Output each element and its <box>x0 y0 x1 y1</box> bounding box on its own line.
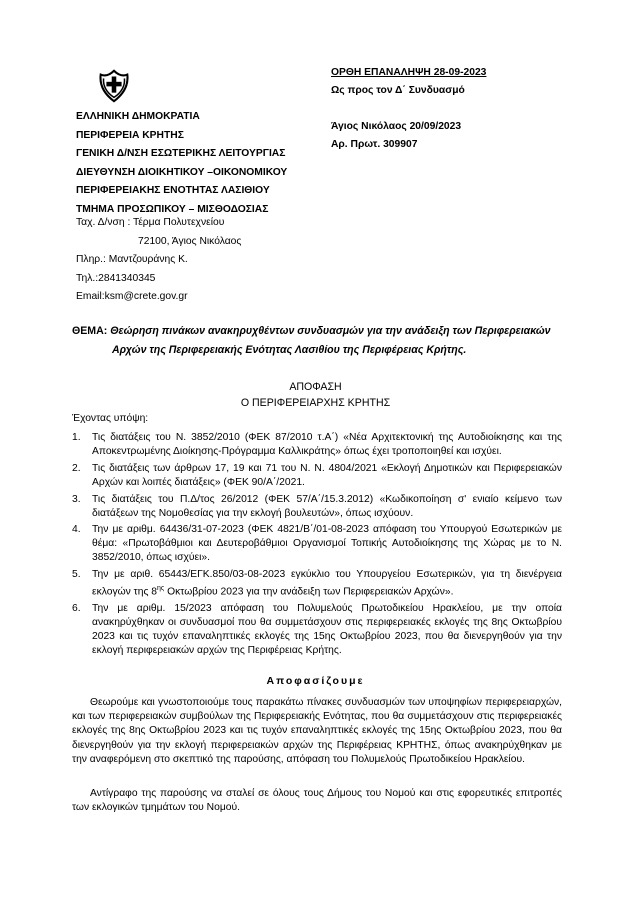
list-number: 4. <box>72 524 81 536</box>
list-number: 3. <box>72 493 81 505</box>
list-text: Την με αριθμ. 64436/31-07-2023 (ΦΕΚ 4821/Β΄/01-08-2023 απόφαση του Υπουργού Εσωτερικών με θέμα: «Πρωτοβάθμιοι και Δευτεροβάθμιοι Οργανισμοί Τοπικής Αυτοδιοίκησης της Χώρας με το Ν. 3852/2010, όπως ισχύει». <box>92 524 562 564</box>
address-line: Ταχ. Δ/νση : Τέρμα Πολυτεχνείου <box>76 217 225 228</box>
place-date: Άγιος Νικόλαος 20/09/2023 <box>331 121 462 132</box>
contact-person: Πληρ.: Μαντζουράνης Κ. <box>76 254 188 265</box>
greek-emblem-icon <box>95 67 133 105</box>
issuer-line: ΕΛΛΗΝΙΚΗ ΔΗΜΟΚΡΑΤΙΑ <box>76 111 200 122</box>
contact-block <box>76 214 241 307</box>
decide-heading: Αποφασίζουμε <box>266 675 365 687</box>
subject-line-2: Αρχών της Περιφερειακής Ενότητας Λασιθίου της Περιφέρειας Κρήτης. <box>112 343 467 356</box>
protocol-number: Αρ. Πρωτ. 309907 <box>331 139 418 150</box>
correction-notice: ΟΡΘΗ ΕΠΑΝΑΛΗΨΗ 28-09-2023 <box>331 67 487 78</box>
issuer-line: ΓΕΝΙΚΗ Δ/ΝΣΗ ΕΣΩΤΕΡΙΚΗΣ ΛΕΙΤΟΥΡΓΙΑΣ <box>76 148 286 160</box>
list-text: Τις διατάξεις του Ν. 3852/2010 (ΦΕΚ 87/2010 τ.Α΄) «Νέα Αρχιτεκτονική της Αυτοδιοίκησης και της Αποκεντρωμένης Διοίκησης-Πρόγραμμα Καλλικράτης» όπως έχει τροποποιηθεί και ισχύει. <box>92 432 562 457</box>
correction-note: Ως προς τον Δ΄ Συνδυασμό <box>331 85 465 96</box>
list-text: Τις διατάξεις του Π.Δ/τος 26/2012 (ΦΕΚ 57/Α΄/15.3.2012) «Κωδικοποίηση σ' ενιαίο κείμενο των διατάξεων της Νομοθεσίας για την εκλογή βουλευτών», όπως ισχύουν. <box>92 493 562 519</box>
subject-line-1: Θεώρηση πινάκων ανακηρυχθέντων συνδυασμών για την ανάδειξη των Περιφερειακών <box>110 325 551 337</box>
list-number: 5. <box>72 569 81 581</box>
legal-basis-list <box>72 431 562 661</box>
email: Email:ksm@crete.gov.gr <box>76 291 188 302</box>
list-text: Την με αριθμ. 15/2023 απόφαση του Πολυμελούς Πρωτοδικείου Ηρακλείου, με την οποία ανακηρύχθηκαν οι συνδυασμοί που θα συμμετάσχουν στις περιφερειακές εκλογές της 8ης Οκτωβρίου 2023 και τις τυχόν επαναληπτικές εκλογές της 15ης Οκτωβρίου 2023, που θα διενεργηθούν για την εκλογή περιφερειακών αρχών της Περιφέρειας Κρήτης. <box>92 603 562 657</box>
decision-title-line-1: ΑΠΟΦΑΣΗ <box>289 381 342 393</box>
list-item <box>72 568 562 599</box>
decision-paragraph: Θεωρούμε και γνωστοποιούμε τους παρακάτω πίνακες συνδυασμών των υποψηφίων περιφερειαρχών, και των περιφερειακών συμβούλων της Περιφερειακής Ενότητας, που θα συμμετάσχουν στις περιφερειακές εκλογές της 8ης Οκτωβρίου 2023 και τις τυχόν επαναληπτικές εκλογές της 15ης Οκτωβρίου 2023, που θα διενεργηθούν για την εκλογή περιφερειακών αρχών της Περιφέρειας ΚΡΗΤΗΣ, όπως ανακηρύχθηκαν με την αναφερόμενη στο σκεπτικό της παρούσης, απόφαση του Πολυμελούς Πρωτοδικείου Ηρακλείου. <box>72 697 562 765</box>
list-item <box>72 462 562 490</box>
list-item <box>72 431 562 459</box>
list-text: Οκτωβρίου 2023 για την ανάδειξη των Περιφερειακών Αρχών». <box>164 586 454 598</box>
issuer-block <box>76 108 287 220</box>
superscript: ης <box>157 585 165 593</box>
list-text: Την με αριθ. 65443/ΕΓΚ.850/03-08-2023 εγκύκλιο του Υπουργείου Εσωτερικών, για τη διενέργεια εκλογών της 8 <box>92 569 562 598</box>
decision-title <box>0 379 631 411</box>
address-city: 72100, Άγιος Νικόλαος <box>138 235 242 247</box>
list-text: Τις διατάξεις των άρθρων 17, 19 και 71 του Ν. Ν. 4804/2021 «Εκλογή Δημοτικών και Περιφερειακών Αρχών και λοιπές διατάξεις» (ΦΕΚ 90/Α΄/2021. <box>92 462 562 488</box>
issuer-line: ΠΕΡΙΦΕΡΕΙΑΚΗΣ ΕΝΟΤΗΤΑΣ ΛΑΣΙΘΙΟΥ <box>76 185 270 197</box>
list-number: 1. <box>72 432 81 443</box>
list-item <box>72 523 562 565</box>
list-item <box>72 493 562 521</box>
phone: Τηλ.:2841340345 <box>76 272 156 284</box>
having-regard: Έχοντας υπόψη: <box>72 413 149 424</box>
list-number: 6. <box>72 603 81 615</box>
document-meta <box>331 64 486 154</box>
subject-label: ΘΕΜΑ: <box>72 325 108 337</box>
list-number: 2. <box>72 462 81 474</box>
decision-title-line-2: Ο ΠΕΡΙΦΕΡΕΙΑΡΧΗΣ ΚΡΗΤΗΣ <box>240 397 391 409</box>
subject <box>72 322 572 359</box>
issuer-line: ΤΜΗΜΑ ΠΡΟΣΩΠΙΚΟΥ – ΜΙΣΘΟΔΟΣΙΑΣ <box>76 203 269 215</box>
issuer-line: ΠΕΡΙΦΕΡΕΙΑ ΚΡΗΤΗΣ <box>76 129 184 141</box>
list-item <box>72 602 562 658</box>
distribution-paragraph: Αντίγραφο της παρούσης να σταλεί σε όλους τους Δήμους του Νομού και στις εφορευτικές επιτροπές των εκλογικών τμημάτων του Νομού. <box>72 788 562 814</box>
issuer-line: ΔΙΕΥΘΥΝΣΗ ΔΙΟΙΚΗΤΙΚΟΥ –ΟΙΚΟΝΟΜΙΚΟΥ <box>76 166 288 178</box>
